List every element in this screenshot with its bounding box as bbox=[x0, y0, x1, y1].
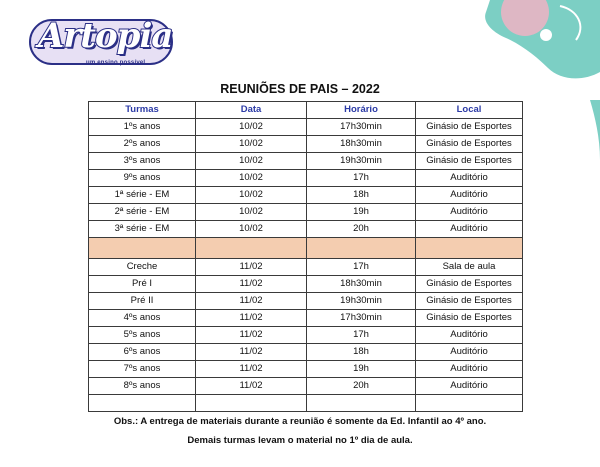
local-cell: Auditório bbox=[416, 361, 523, 378]
col-turmas-header: Turmas bbox=[89, 102, 196, 119]
horario-cell: 20h bbox=[307, 378, 416, 395]
observation-note: Obs.: A entrega de materiais durante a reunião é somente da Ed. Infantil ao 4º ano. bbox=[113, 416, 487, 427]
page-title: REUNIÕES DE PAIS – 2022 bbox=[220, 82, 380, 96]
data-cell: 11/02 bbox=[196, 276, 307, 293]
horario-cell: 18h bbox=[307, 344, 416, 361]
col-local-header: Local bbox=[416, 102, 523, 119]
turma-cell bbox=[89, 395, 196, 412]
data-cell: 10/02 bbox=[196, 187, 307, 204]
turma-cell: 6ºs anos bbox=[89, 344, 196, 361]
data-cell: 10/02 bbox=[196, 119, 307, 136]
data-cell bbox=[196, 395, 307, 412]
table-row bbox=[89, 153, 523, 170]
data-cell: 11/02 bbox=[196, 378, 307, 395]
data-cell: 11/02 bbox=[196, 310, 307, 327]
table-row bbox=[89, 378, 523, 395]
white-dot bbox=[540, 29, 552, 41]
local-cell: Ginásio de Esportes bbox=[416, 153, 523, 170]
data-cell: 10/02 bbox=[196, 221, 307, 238]
table-row bbox=[89, 361, 523, 378]
horario-cell: 17h bbox=[307, 170, 416, 187]
horario-cell: 17h bbox=[307, 327, 416, 344]
white-swirl bbox=[560, 6, 580, 40]
table-row bbox=[89, 170, 523, 187]
horario-cell bbox=[307, 395, 416, 412]
turma-cell: 2ºs anos bbox=[89, 136, 196, 153]
turma-cell: 5ºs anos bbox=[89, 327, 196, 344]
table-row bbox=[89, 136, 523, 153]
local-cell: Ginásio de Esportes bbox=[416, 119, 523, 136]
local-cell: Auditório bbox=[416, 204, 523, 221]
turma-cell: 1ºs anos bbox=[89, 119, 196, 136]
local-cell: Ginásio de Esportes bbox=[416, 310, 523, 327]
table-row bbox=[89, 327, 523, 344]
logo-tagline: um ensino possível bbox=[86, 60, 146, 66]
table-header-row bbox=[89, 102, 523, 119]
table-row bbox=[89, 187, 523, 204]
local-cell: Auditório bbox=[416, 170, 523, 187]
horario-cell: 19h bbox=[307, 204, 416, 221]
col-data-header: Data bbox=[196, 102, 307, 119]
logo-text: Artopia bbox=[38, 16, 173, 56]
local-cell: Ginásio de Esportes bbox=[416, 293, 523, 310]
local-cell: Auditório bbox=[416, 344, 523, 361]
local-cell: Ginásio de Esportes bbox=[416, 276, 523, 293]
turma-cell: Pré II bbox=[89, 293, 196, 310]
local-cell: Auditório bbox=[416, 327, 523, 344]
brand-logo bbox=[28, 14, 178, 76]
turma-cell: Pré I bbox=[89, 276, 196, 293]
horario-cell: 20h bbox=[307, 221, 416, 238]
table-row bbox=[89, 310, 523, 327]
turma-cell: 7ºs anos bbox=[89, 361, 196, 378]
data-cell: 10/02 bbox=[196, 204, 307, 221]
local-cell: Sala de aula bbox=[416, 259, 523, 276]
horario-cell: 19h bbox=[307, 361, 416, 378]
turma-cell: 2ª série - EM bbox=[89, 204, 196, 221]
horario-cell: 18h30min bbox=[307, 276, 416, 293]
teal-blob bbox=[485, 0, 600, 78]
local-cell: Auditório bbox=[416, 378, 523, 395]
horario-cell: 17h30min bbox=[307, 119, 416, 136]
local-cell bbox=[416, 395, 523, 412]
turma-cell: Creche bbox=[89, 259, 196, 276]
local-cell: Ginásio de Esportes bbox=[416, 136, 523, 153]
pink-blob bbox=[501, 0, 549, 36]
data-cell: 10/02 bbox=[196, 170, 307, 187]
table-row bbox=[89, 204, 523, 221]
turma-cell: 3ª série - EM bbox=[89, 221, 196, 238]
turma-cell: 8ºs anos bbox=[89, 378, 196, 395]
horario-cell: 18h30min bbox=[307, 136, 416, 153]
table-row bbox=[89, 395, 523, 412]
turma-cell: 3ºs anos bbox=[89, 153, 196, 170]
data-cell: 11/02 bbox=[196, 344, 307, 361]
horario-cell: 18h bbox=[307, 187, 416, 204]
data-cell: 11/02 bbox=[196, 327, 307, 344]
data-cell: 10/02 bbox=[196, 153, 307, 170]
table-row bbox=[89, 119, 523, 136]
table-row bbox=[89, 276, 523, 293]
turma-cell: 1ª série - EM bbox=[89, 187, 196, 204]
data-cell: 11/02 bbox=[196, 361, 307, 378]
horario-cell: 19h30min bbox=[307, 153, 416, 170]
turma-cell: 9ºs anos bbox=[89, 170, 196, 187]
teal-edge bbox=[590, 100, 600, 160]
table-row bbox=[89, 221, 523, 238]
horario-cell: 19h30min bbox=[307, 293, 416, 310]
data-cell: 10/02 bbox=[196, 136, 307, 153]
observation-note-2: Demais turmas levam o material no 1º dia de aula. bbox=[187, 435, 413, 446]
meetings-table bbox=[88, 101, 523, 412]
table-row bbox=[89, 293, 523, 310]
horario-cell: 17h bbox=[307, 259, 416, 276]
local-cell: Auditório bbox=[416, 221, 523, 238]
data-cell: 11/02 bbox=[196, 259, 307, 276]
separator-row bbox=[89, 238, 523, 259]
table-row bbox=[89, 344, 523, 361]
table-row bbox=[89, 259, 523, 276]
col-horario-header: Horário bbox=[307, 102, 416, 119]
local-cell: Auditório bbox=[416, 187, 523, 204]
data-cell: 11/02 bbox=[196, 293, 307, 310]
horario-cell: 17h30min bbox=[307, 310, 416, 327]
turma-cell: 4ºs anos bbox=[89, 310, 196, 327]
